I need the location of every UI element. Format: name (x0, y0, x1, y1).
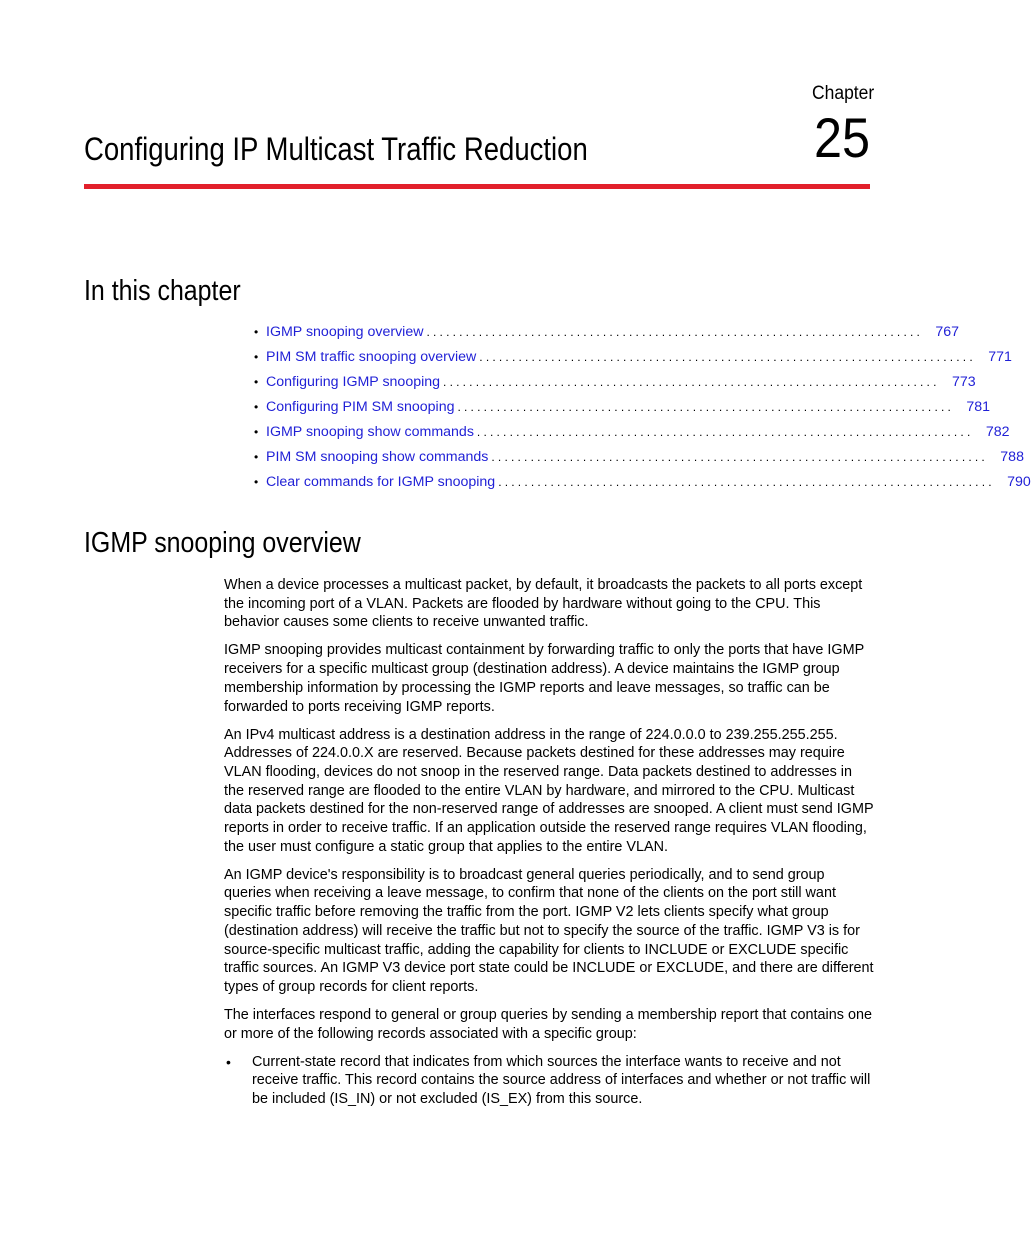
toc-item[interactable] (254, 347, 1012, 372)
bullet-icon: • (254, 350, 259, 364)
toc-item[interactable] (254, 422, 1010, 447)
bullet-icon: • (254, 375, 259, 389)
toc-link[interactable]: Configuring IGMP snooping (266, 374, 441, 390)
body-paragraph: The interfaces respond to general or group queries by sending a membership report that contains one or more of the following records associated with a specific group: (224, 1006, 872, 1042)
bullet-icon: • (226, 1053, 231, 1070)
toc-link[interactable]: PIM SM snooping show commands (266, 449, 489, 465)
body-paragraph: When a device processes a multicast packet, by default, it broadcasts the packets to all ports except the incoming port of a VLAN. Packets are flooded by hardware without going to the CPU. This behavior causes some clients to receive unwanted traffic. (224, 577, 863, 631)
toc-leader: ............................................................................ (491, 450, 988, 464)
toc-leader: ............................................................................ (443, 375, 940, 389)
toc-link[interactable]: Configuring PIM SM snooping (266, 399, 455, 415)
toc-leader: ............................................................................ (426, 325, 924, 339)
toc-link[interactable]: IGMP snooping show commands (266, 424, 474, 440)
toc-leader: ............................................................................ (476, 425, 974, 439)
toc-item[interactable] (254, 472, 1031, 497)
chapter-number: 25 (814, 106, 871, 169)
bullet-icon: • (254, 425, 259, 439)
toc-page-number[interactable]: 788 (1000, 449, 1024, 465)
igmp-section-body (224, 576, 874, 1109)
toc-item[interactable] (254, 372, 976, 397)
toc-link[interactable]: Clear commands for IGMP snooping (266, 474, 496, 490)
body-paragraph: IGMP snooping provides multicast containment by forwarding traffic to only the ports that have IGMP receivers for a specific multicast group (destination address). A device maintains the IGMP group membership information by processing the IGMP reports and leave messages, so traffic can be forwarded to ports receiving IGMP reports. (224, 642, 864, 715)
toc-page-number[interactable]: 771 (988, 349, 1012, 365)
chapter-title: Configuring IP Multicast Traffic Reduction (84, 131, 588, 167)
chapter-label: Chapter (812, 83, 875, 104)
toc-item[interactable] (254, 397, 991, 422)
toc-page-number[interactable]: 781 (966, 399, 991, 415)
toc-leader: ............................................................................ (479, 350, 976, 364)
list-item (224, 1053, 874, 1109)
bullet-icon: • (254, 475, 259, 489)
body-paragraph: An IGMP device's responsibility is to broadcast general queries periodically, and to send group queries when receiving a leave message, to confirm that none of the clients on the port still want specific traffic before removing the traffic from the port. IGMP V2 lets clients specify what group (destination address) will receive the traffic but not to specify the source of the traffic. IGMP V3 is for source-specific multicast traffic, adding the capability for clients to INCLUDE or EXCLUDE specific traffic sources. An IGMP V3 device port state could be INCLUDE or EXCLUDE, and there are different types of group records for client reports. (224, 866, 874, 995)
igmp-snooping-heading: IGMP snooping overview (84, 527, 361, 559)
bullet-icon: • (254, 325, 259, 339)
toc-page-number[interactable]: 773 (951, 374, 976, 390)
in-this-chapter-heading: In this chapter (84, 275, 241, 307)
bullet-icon: • (254, 400, 259, 414)
list-item-text: Current-state record that indicates from which sources the interface wants to receive and not receive traffic. This record contains the source address of interfaces and whether or not traffic will be included (IS_IN) or not excluded (IS_EX) from this source. (252, 1053, 871, 1108)
chapter-toc (254, 322, 1031, 497)
chapter-title-rule (84, 184, 870, 189)
body-paragraph: An IPv4 multicast address is a destination address in the range of 224.0.0.0 to 239.255.255.255. Addresses of 224.0.0.X are reserved. Because packets destined for these addresses may require VLAN flooding, devices do not snoop in the reserved range. Data packets destined to addresses in the reserved range are flooded to the entire VLAN by hardware, and mirrored to the CPU. Multicast data packets destined for the non-reserved range of addresses are snooped. A client must send IGMP reports in order to receive traffic. If an application outside the reserved range requires VLAN flooding, the user must configure a static group that applies to the entire VLAN. (224, 726, 874, 855)
toc-link[interactable]: IGMP snooping overview (266, 324, 424, 340)
toc-item[interactable] (254, 322, 960, 347)
toc-page-number[interactable]: 767 (935, 324, 960, 340)
toc-page-number[interactable]: 782 (985, 424, 1010, 440)
toc-leader: ............................................................................ (457, 400, 955, 414)
toc-page-number[interactable]: 790 (1007, 474, 1031, 490)
toc-item[interactable] (254, 447, 1024, 472)
toc-link[interactable]: PIM SM traffic snooping overview (266, 349, 477, 365)
toc-leader: ............................................................................ (498, 475, 995, 489)
bullet-list (224, 1053, 874, 1109)
bullet-icon: • (254, 450, 259, 464)
